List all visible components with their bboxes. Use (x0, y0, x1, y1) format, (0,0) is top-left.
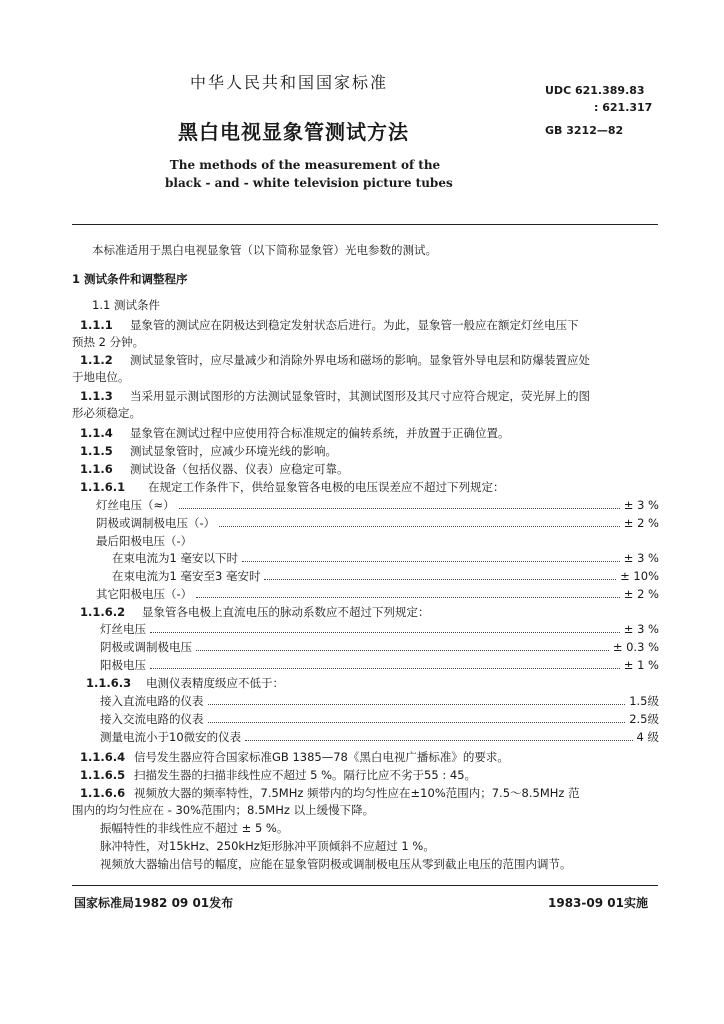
ripple-value: ± 0.3 % (612, 640, 659, 654)
ripple-row (100, 622, 659, 636)
meter-row (100, 712, 659, 726)
clause-number: 1.1.6.1 (80, 480, 126, 494)
meter-value: 4 级 (636, 730, 659, 744)
tolerance-label: 阴极或调制极电压（-） (96, 516, 216, 530)
clause-1-1-6-1-text: 在规定工作条件下，供给显象管各电极的电压误差应不超过下列规定： (148, 480, 505, 494)
clause-number: 1.1.3 (80, 389, 113, 403)
document-title: 黑白电视显象管测试方法 (178, 120, 409, 144)
dot-leader (179, 508, 620, 509)
tolerance-value: ± 10% (620, 569, 659, 583)
issue-date: 国家标准局1982 09 01发布 (74, 896, 234, 910)
clause-1-1-6-2-text: 显象管各电极上直流电压的脉动系数应不超过下列规定： (142, 605, 430, 619)
english-title-line-2: black - and - white television picture tubes (165, 176, 453, 190)
udc-code: UDC 621.389.83 (545, 84, 645, 97)
dot-leader (196, 597, 620, 598)
udc-code-2: : 621.317 (594, 101, 653, 114)
ripple-label: 灯丝电压 (100, 622, 146, 636)
pulse-paragraph: 脉冲特性，对15kHz、250kHz矩形脉冲平顶倾斜不应超过 1 %。 (100, 839, 435, 853)
meter-value: 2.5级 (629, 712, 659, 726)
clause-number: 1.1.6.2 (80, 605, 126, 619)
meter-label: 接入交流电路的仪表 (100, 712, 204, 726)
issuing-country-standard: 中华人民共和国国家标准 (190, 73, 389, 92)
dot-leader (219, 526, 620, 527)
video-amp-paragraph: 视频放大器输出信号的幅度，应能在显象管阴极或调制极电压从零到截止电压的范围内调节。 (100, 857, 572, 871)
dot-leader (264, 579, 616, 580)
clause-number: 1.1.2 (80, 353, 113, 367)
clause-number: 1.1.6.5 (80, 768, 126, 782)
ripple-value: ± 1 % (623, 658, 659, 672)
clause-number: 1.1.5 (80, 444, 113, 458)
amplitude-paragraph: 振幅特性的非线性应不超过 ± 5 %。 (100, 821, 289, 835)
clause-number: 1.1.6.3 (86, 676, 132, 690)
ripple-label: 阳极电压 (100, 658, 146, 672)
ripple-row (100, 658, 659, 672)
clause-number: 1.1.6.6 (80, 786, 126, 800)
clause-1-1-1-text: 显象管的测试应在阴极达到稳定发射状态后进行。为此，显象管一般应在额定灯丝电压下 (130, 318, 579, 332)
tolerance-row (112, 551, 659, 565)
header-divider (72, 224, 658, 225)
dot-leader (245, 740, 632, 741)
clause-1-1-2-text: 测试显象管时，应尽量减少和消除外界电场和磁场的影响。显象管外导电层和防爆装置应处 (130, 353, 590, 367)
clause-1-1-6-text: 测试设备（包括仪器、仪表）应稳定可靠。 (130, 462, 349, 476)
clause-1-1-4-text: 显象管在测试过程中应使用符合标准规定的偏转系统，并放置于正确位置。 (130, 426, 510, 440)
dot-leader (242, 561, 620, 562)
effective-date: 1983-09 01实施 (548, 896, 648, 910)
section-1-heading: 1 测试条件和调整程序 (72, 272, 188, 286)
dot-leader (208, 722, 626, 723)
dot-leader (150, 632, 620, 633)
dot-leader (196, 650, 609, 651)
tolerance-row (112, 569, 659, 583)
clause-1-1-6-6-cont: 围内的均匀性应在 - 30%范围内；8.5MHz 以上缓慢下降。 (72, 803, 375, 817)
meter-value: 1.5级 (629, 694, 659, 708)
meter-row (100, 694, 659, 708)
meter-label: 接入直流电路的仪表 (100, 694, 204, 708)
intro-paragraph: 本标准适用于黑白电视显象管（以下简称显象管）光电参数的测试。 (92, 243, 437, 257)
footer-divider (72, 885, 658, 886)
clause-1-1-6-3-text: 电测仪表精度级应不低于： (146, 676, 284, 690)
dot-leader (208, 704, 626, 705)
tolerance-row (96, 516, 659, 530)
tolerance-label: 在束电流为1 毫安至3 毫安时 (112, 569, 261, 583)
section-1-1-heading: 1.1 测试条件 (92, 298, 160, 312)
dot-leader (150, 668, 620, 669)
meter-label: 测量电流小于10微安的仪表 (100, 730, 242, 744)
clause-number: 1.1.1 (80, 318, 113, 332)
ripple-row (100, 640, 659, 654)
tolerance-value: ± 3 % (623, 498, 659, 512)
clause-1-1-2-cont: 于地电位。 (72, 370, 130, 384)
ripple-label: 阴极或调制极电压 (100, 640, 192, 654)
tolerance-value: ± 2 % (623, 516, 659, 530)
clause-1-1-6-6-text: 视频放大器的频率特性，7.5MHz 频带内的均匀性应在±10%范围内；7.5～8.5MHz 范 (134, 786, 580, 800)
meter-row (100, 730, 659, 744)
clause-number: 1.1.6 (80, 462, 113, 476)
tolerance-value: ± 2 % (623, 587, 659, 601)
clause-1-1-5-text: 测试显象管时，应减少环境光线的影响。 (130, 444, 337, 458)
final-anode-label: 最后阳极电压（-） (96, 534, 193, 548)
tolerance-row (96, 587, 659, 601)
clause-1-1-3-text: 当采用显示测试图形的方法测试显象管时，其测试图形及其尺寸应符合规定，荧光屏上的图 (130, 389, 590, 403)
english-title-line-1: The methods of the measurement of the (169, 158, 441, 172)
clause-number: 1.1.4 (80, 426, 113, 440)
tolerance-label: 在束电流为1 毫安以下时 (112, 551, 238, 565)
tolerance-label: 其它阳极电压（-） (96, 587, 193, 601)
clause-1-1-6-5-text: 扫描发生器的扫描非线性应不超过 5 %。隔行比应不劣于55 : 45。 (134, 768, 477, 782)
clause-1-1-6-4-text: 信号发生器应符合国家标准GB 1385—78《黑白电视广播标准》的要求。 (134, 750, 509, 764)
ripple-value: ± 3 % (623, 622, 659, 636)
clause-1-1-3-cont: 形必须稳定。 (72, 406, 141, 420)
clause-1-1-1-cont: 预热 2 分钟。 (72, 335, 145, 349)
gb-number: GB 3212—82 (545, 124, 624, 137)
clause-number: 1.1.6.4 (80, 750, 126, 764)
tolerance-value: ± 3 % (623, 551, 659, 565)
tolerance-label: 灯丝电压（≈） (96, 498, 175, 512)
tolerance-row (96, 498, 659, 512)
